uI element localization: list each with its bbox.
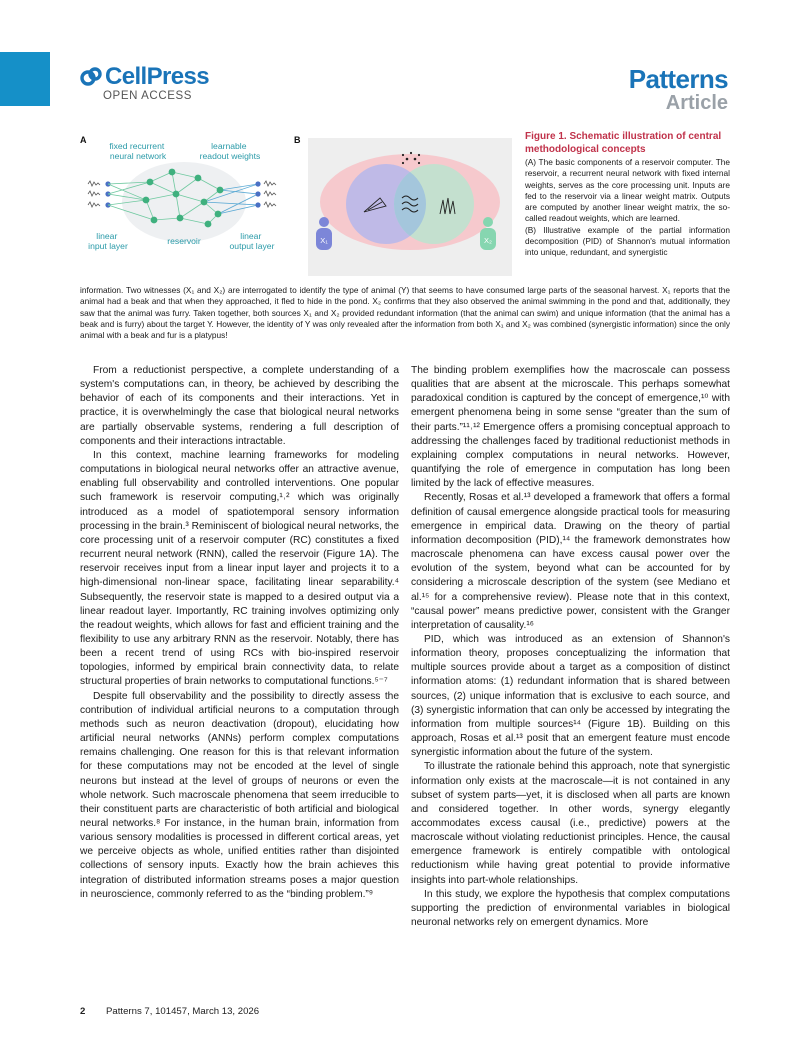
input-signals bbox=[88, 181, 100, 207]
paragraph: The binding problem exemplifies how the macroscale can possess qualities that are absent at the microscale. This perhaps somewhat paradoxical condition is captured by the concept of emergence,¹⁰ with emergent phenomena being in some sense “greater than the sum of their parts.”¹¹˒¹² Emergence offers a promising conceptual approach to addressing the challenges faced by traditional reductionist methods in explaining complex computations in neural networks. However, quantifying the role of emergence in computation has long been limited by the lack of effective measures. bbox=[411, 365, 730, 490]
caption-panel-a: (A) The basic components of a reservoir computer. The reservoir, a recurrent neural network with fixed internal weights, serves as the core processing unit. Inputs are fed to the reservoir via a linear weight matrix. Outputs are computed by another linear weight matrix, the so-called readout weights, which are learned. bbox=[525, 157, 730, 224]
right-column bbox=[411, 364, 730, 930]
journal-name: Patterns bbox=[628, 64, 728, 94]
output-layer-label: linear output layer bbox=[229, 231, 275, 251]
journal-header bbox=[629, 66, 728, 114]
figure-caption bbox=[525, 131, 730, 259]
paragraph: From a reductionist perspective, a complete understanding of a system's computations can, in theory, be achieved by describing the behavior of each of its components and their interactions. Yet in practice, it is overwhelmingly the case that biological neural networks are partially observable systems, rendering a full description of components and their interactions intractable. bbox=[80, 365, 399, 447]
input-layer-label: linear input layer bbox=[88, 231, 128, 251]
publisher-name: CellPress bbox=[105, 63, 210, 90]
open-access-label: OPEN ACCESS bbox=[103, 90, 193, 102]
caption-continuation: information. Two witnesses (X₁ and X₂) are interrogated to identify the type of animal (Y) that seems to have consumed large parts of the seasonal harvest. X₁ reports that the animal had a beak and that when they approached, it fled to hide in the pond. X₂ confirms that they also observed the animal swimming in the pond and that, additionally, they saw that the animal was furry. Taken together, both sources X₁ and X₂ provided redundant information (that the animal can swim) and unique information (that the animal has a beak and is furry) about the target Y. However, the identity of Y was only revealed after the information from both X₁ and X₂ was combined (synergistic information) since the only animal with a beak and fur is a platypus! bbox=[80, 285, 730, 341]
paragraph: In this study, we explore the hypothesis that complex computations supporting the prediction of environmental variables in biological neuronal networks rely on emergent dynamics. More bbox=[411, 888, 730, 929]
figure-panel-b bbox=[294, 132, 514, 282]
caption-title: Figure 1. Schematic illustration of central methodological concepts bbox=[525, 131, 722, 155]
x1-label: X₁ bbox=[320, 236, 328, 245]
figure-panel-a bbox=[80, 132, 290, 282]
left-column bbox=[80, 364, 399, 902]
fixed-recurrent-label: fixed recurrent neural network bbox=[109, 141, 167, 161]
x2-label: X₂ bbox=[484, 236, 492, 245]
panel-a-label: A bbox=[80, 135, 87, 145]
output-signals bbox=[264, 181, 276, 207]
panel-b-label: B bbox=[294, 135, 301, 145]
paragraph: PID, which was introduced as an extension of Shannon's information theory, proposes conceptualizing the information that multiple sources provide about a target as a composition of distinct information atoms: (1) redundant information that is shared between sources, (2) unique information that is exclusive to each source, and (3) synergistic information that can only be accessed by integrating the information from multiple sources¹⁴ (Figure 1B). Building on this approach, Rosas et al.¹³ posit that an emergent feature must encode synergistic information about the future of the system. bbox=[411, 633, 730, 759]
publisher-logo bbox=[80, 65, 209, 102]
reservoir-blob bbox=[122, 162, 246, 242]
paragraph: To illustrate the rationale behind this approach, note that synergistic information only exists at the macroscale—it is not contained in any subset of system parts—yet, it is disclosed when all parts are known and considered together. In other words, synergy elegantly accommodates excess causal (i.e., predictive) powers at the macroscale without violating reductionist principles. Hence, the causal emergence framework is entirely compatible with ontological reductionism while having great potential to provide informative insights into part-whole relationships. bbox=[411, 761, 730, 886]
output-nodes bbox=[255, 181, 260, 207]
section-tab bbox=[0, 52, 50, 106]
caption-panel-b: (B) Illustrative example of the partial information decomposition (PID) of Shannon's mutual information into unique, redundant, and synergistic bbox=[525, 224, 730, 258]
cellpress-icon bbox=[80, 66, 102, 88]
article-type: Article bbox=[665, 92, 728, 114]
paragraph: Despite full observability and the possibility to directly assess the contribution of individual artificial neurons to a computation through methods such as neuron deactivation (dropout), elucidating how artificial neural networks (ANNs) perform complex computations remains challenging. One reason for this is that relevant information for these computations may not be encoded at the level of single neurons but instead at the level of groups of neurons or even the whole network. Such macroscale phenomena that seem irreducible to their constituent parts are characteristic of both artificial and biological neural networks.⁸ For instance, in the human brain, information from various sensory modalities is processed in different cortical areas, yet we perceive objects as whole, unified entities rather than disjointed collections of sensory inputs. Exactly how the brain achieves this integration of distributed information streams poses a major question in neuroscience, commonly referred to as the “binding problem.”⁹ bbox=[80, 690, 399, 900]
learnable-readout-label: learnable readout weights bbox=[199, 141, 261, 161]
page-footer bbox=[80, 1006, 259, 1017]
paragraph: Recently, Rosas et al.¹³ developed a framework that offers a formal definition of causal emergence alongside practical tools for measuring emergence in empirical data. Drawing on the theory of partial information decomposition (PID),¹⁴ the framework demonstrates how macroscale phenomena can have excess causal power over the evolution of the system, beyond what can be accounted for by considering a microscale description of the system (see Mediano et al.¹⁵ for a comprehensive review). Please note that in this context, “causal power” means predictive power, consistent with the Granger interpretation of causality.¹⁶ bbox=[411, 492, 730, 631]
reservoir-label: reservoir bbox=[167, 236, 201, 246]
paragraph: In this context, machine learning frameworks for modeling computations in biological neural networks offer an attractive avenue, enabling full observability and controlled interventions. One popular such framework is reservoir computing,¹˒² which was originally introduced as a model of spatiotemporal sensory information processing in the brain.³ Reminiscent of biological neural networks, the core processing unit of a reservoir computer (RC) constitutes a fixed recurrent neural network (RNN), called the reservoir (Figure 1A). The reservoir receives input from a linear input layer and projects it to a high-dimensional non-linear space, facilitating linear separability.⁴ Subsequently, the reservoir state is mapped to a desired output via a linear readout layer. Importantly, RC training involves optimizing only the readout weights, which allows for fast and efficient training and the flexibility to use any arbitrary RNN as the reservoir. Notably, there has been a recent trend of using RCs with bio-inspired reservoir topologies, informed by empirical brain connectivity data, to relate structural properties of brain networks to computational functions.⁵⁻⁷ bbox=[80, 449, 399, 688]
page-number: 2 bbox=[80, 1006, 86, 1017]
journal-citation: Patterns 7, 101457, March 13, 2026 bbox=[106, 1006, 260, 1017]
